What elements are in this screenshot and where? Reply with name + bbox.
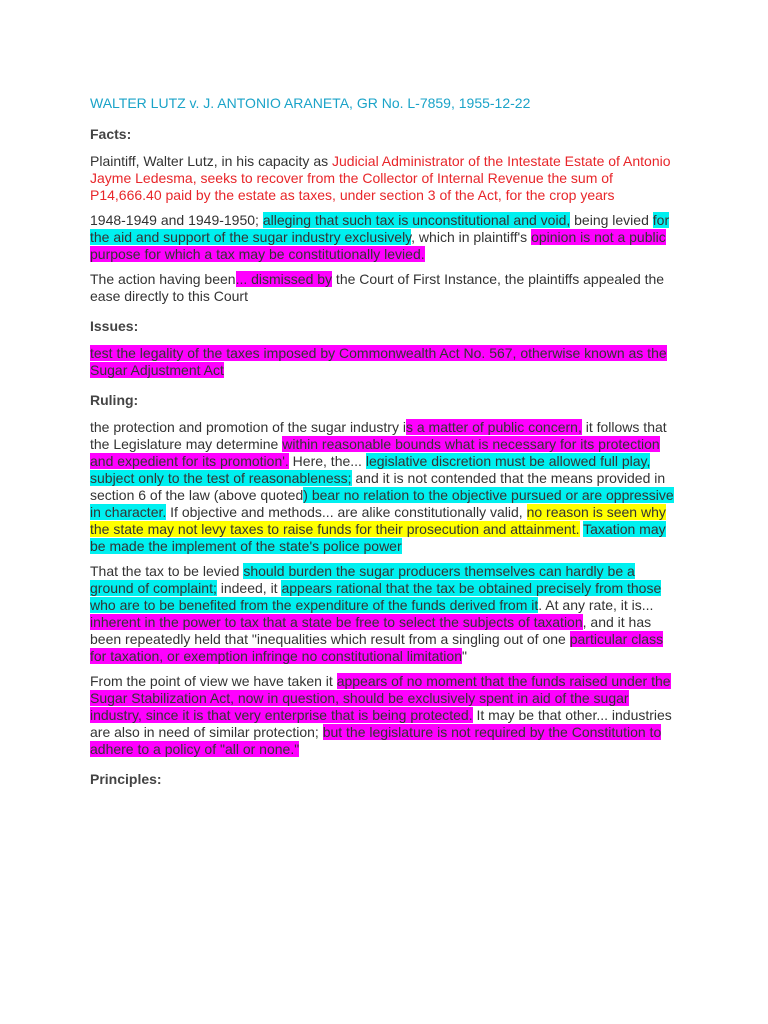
text-segment: indeed, it bbox=[216, 580, 282, 596]
text-segment: . At any rate, it is... bbox=[538, 597, 654, 613]
text-segment: 1948-1949 and 1949-1950; bbox=[90, 212, 263, 228]
highlight-cy: appears rational that the tax be obtained precisely from those who are to be benefited from the expenditure of the funds derived from it bbox=[90, 580, 662, 613]
text-segment: That the tax to be levied bbox=[90, 563, 244, 579]
paragraph-ruling-3 bbox=[90, 673, 680, 758]
paragraph-facts-1 bbox=[90, 153, 680, 204]
highlight-mg: but the legislature is not required by the Constitution to adhere to a policy of "all or none." bbox=[90, 724, 662, 757]
highlight-cy: legislative discretion must be allowed full play, subject only to the test of reasonableness; bbox=[90, 453, 651, 486]
text-segment: From the point of view we have taken it bbox=[90, 673, 337, 689]
paragraph-facts-3 bbox=[90, 271, 680, 305]
text-segment: Plaintiff, Walter Lutz, in his capacity as bbox=[90, 153, 332, 169]
highlight-yl: no reason is seen why the state may not levy taxes to raise funds for their prosecution and attainment. bbox=[90, 504, 666, 537]
heading-principles: Principles: bbox=[90, 771, 162, 787]
text-segment: the Court of First Instance, the plaintiffs appealed the ease directly to this Court bbox=[90, 271, 665, 304]
highlight-mg: inherent in the power to tax that a state be free to select the subjects of taxation bbox=[90, 614, 583, 630]
text-segment: the protection and promotion of the sugar industry i bbox=[90, 419, 406, 435]
text-segment: being levied bbox=[570, 212, 653, 228]
highlight-mg: s a matter of public concern, bbox=[405, 419, 582, 435]
highlight-red: Judicial Administrator of the Intestate Estate of Antonio Jayme Ledesma, seeks to recover from the Collector of Internal Revenue the sum of P14,666.40 paid by the estate as taxes, under section 3 of the Act, for the crop years bbox=[90, 153, 671, 203]
text-segment: it follows that the Legislature may determine bbox=[90, 419, 667, 452]
text-segment: and it is not contended that the means provided in section 6 of the law (above quoted bbox=[90, 470, 666, 503]
text-segment: If objective and methods... are alike constitutionally valid, bbox=[166, 504, 527, 520]
paragraph-facts-2 bbox=[90, 212, 680, 263]
document-body bbox=[90, 94, 680, 798]
highlight-cy: for the aid and support of the sugar industry exclusively bbox=[90, 212, 670, 245]
highlight-mg: opinion is not a public purpose for which a tax may be constitutionally levied. bbox=[90, 229, 666, 262]
text-segment: , and it has been repeatedly held that "inequalities which result from a singling out of one bbox=[90, 614, 652, 647]
highlight-mg: ... dismissed by bbox=[235, 271, 333, 287]
paragraph-ruling-2 bbox=[90, 563, 680, 665]
heading-issues: Issues: bbox=[90, 318, 139, 334]
heading-facts: Facts: bbox=[90, 126, 132, 142]
highlight-mg: particular class for taxation, or exemption infringe no constitutional limitation bbox=[90, 631, 664, 664]
text-segment: It may be that other... industries are also in need of similar protection; bbox=[90, 707, 672, 740]
text-segment: " bbox=[461, 648, 467, 664]
text-segment: Here, the... bbox=[288, 453, 366, 469]
highlight-mg: within reasonable bounds what is necessary for its protection and expedient for its promotion'. bbox=[90, 436, 660, 469]
paragraph-ruling-1 bbox=[90, 419, 680, 555]
case-title: WALTER LUTZ v. J. ANTONIO ARANETA, GR No. L-7859, 1955-12-22 bbox=[90, 95, 531, 111]
text-segment: The action having been bbox=[90, 271, 236, 287]
highlight-mg: test the legality of the taxes imposed by Commonwealth Act No. 567, otherwise known as the Sugar Adjustment Act bbox=[90, 345, 667, 378]
highlight-mg: appears of no moment that the funds raised under the Sugar Stabilization Act, now in question, should be exclusively spent in aid of the sugar industry, since it is that very enterprise that is being protected. bbox=[90, 673, 671, 723]
highlight-cy: should burden the sugar producers themselves can hardly be a ground of complaint; bbox=[90, 563, 635, 596]
paragraph-issues-1 bbox=[90, 345, 680, 379]
text-segment: , which in plaintiff's bbox=[411, 229, 532, 245]
highlight-cy: Taxation may be made the implement of the state's police power bbox=[90, 521, 666, 554]
heading-ruling: Ruling: bbox=[90, 392, 139, 408]
highlight-cy: alleging that such tax is unconstitutional and void, bbox=[262, 212, 571, 228]
highlight-cy: ) bear no relation to the objective pursued or are oppressive in character. bbox=[90, 487, 674, 520]
